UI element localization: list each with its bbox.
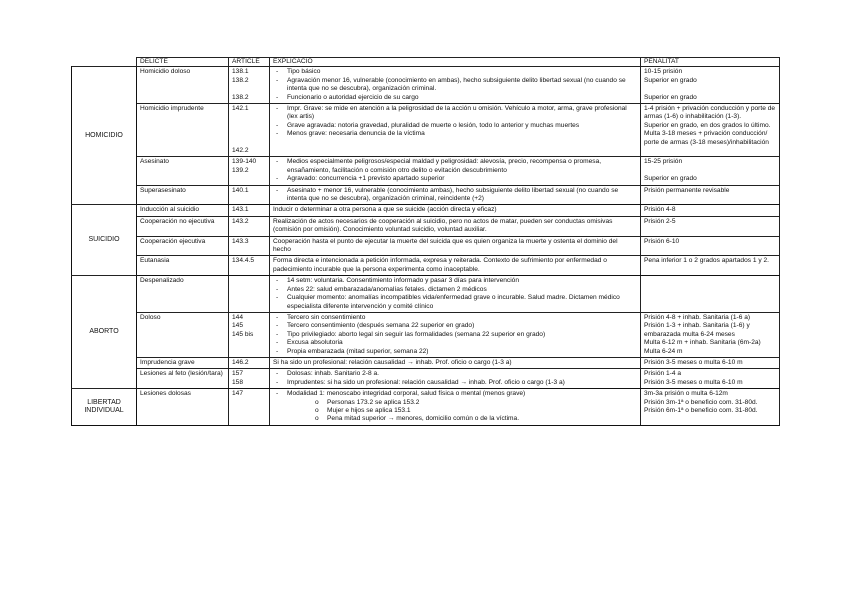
- row-cooperacion-no-ejecutiva: [72, 216, 780, 236]
- header-delicte: DELICTE: [137, 58, 229, 67]
- explicacio-cell: [270, 67, 641, 104]
- delicte-cell: Doloso: [137, 312, 229, 357]
- article-cell: 143.3: [229, 236, 270, 256]
- penalitat-cell: Prisión 6-10: [641, 236, 780, 256]
- article-cell: 147: [229, 389, 270, 426]
- delicte-cell: Homicidio doloso: [137, 67, 229, 104]
- delicte-cell: Inducción al suicidio: [137, 205, 229, 216]
- explanation-item: - Tercero sin consentimiento: [287, 314, 637, 322]
- delicte-cell: Imprudencia grave: [137, 357, 229, 368]
- explicacio-cell: Si ha sido un profesional: relación causalidad → inhab. Prof. oficio o cargo (1-3 a): [270, 357, 641, 368]
- header-row: [72, 58, 780, 67]
- explanation-item: - Agravación menor 16, vulnerable (conocimiento en ambas), hecho subsiguiente delito libertad sexual (no cuando se intenta que no se descubra), organización criminal.: [287, 77, 637, 94]
- explicacio-cell: [270, 312, 641, 357]
- article-cell: 139-140 139.2: [229, 157, 270, 185]
- article-cell: 142.1 142.2: [229, 104, 270, 157]
- explanation-item: - Dolosas: inhab. Sanitario 2-8 a.: [287, 370, 637, 378]
- row-lesiones-dolosas: [72, 389, 780, 426]
- explicacio-cell: Cooperación hasta el punto de ejecutar la muerte del suicida que es quien organiza la muerte y ostenta el dominio del hecho: [270, 236, 641, 256]
- article-cell: [229, 276, 270, 313]
- sub-item: o Personas 173.2 se aplica 153.2: [327, 399, 637, 407]
- delicte-cell: Cooperación ejecutiva: [137, 236, 229, 256]
- category-aborto: ABORTO: [72, 276, 137, 389]
- row-superasesinato: [72, 185, 780, 205]
- penalitat-cell: Prisión 1-4 a Prisión 3-5 meses o multa 6-10 m: [641, 369, 780, 389]
- row-asesinato: [72, 157, 780, 185]
- penalitat-cell: Prisión 4-8 + inhab. Sanitaria (1-6 a) Prisión 1-3 + inhab. Sanitaria (1-6) y embarazada multa 6-24 meses Multa 6-12 m + inhab. Sanitaria (6m-2a) Multa 6-24 m: [641, 312, 780, 357]
- explanation-item: - Tercero consentimiento (después semana 22 superior en grado): [287, 322, 637, 330]
- explanation-item: - Antes 22: salud embarazada/anomalías fetales. dictamen 2 médicos: [287, 286, 637, 294]
- explanation-item: - Tipo básico: [287, 68, 637, 76]
- article-cell: 143.2: [229, 216, 270, 236]
- explicacio-cell: [270, 185, 641, 205]
- explicacio-cell: Realización de actos necesarios de cooperación al suicidio, pero no actos de matar, pueden ser conductas omisivas (comisión por omisión). Conocimiento voluntad suicidio, voluntad auxiliar.: [270, 216, 641, 236]
- row-eutanasia: [72, 256, 780, 276]
- sub-item: o Mujer e hijos se aplica 153.1: [327, 407, 637, 415]
- delicte-cell: Despenalizado: [137, 276, 229, 313]
- article-cell: 140.1: [229, 185, 270, 205]
- delicte-cell: Lesiones dolosas: [137, 389, 229, 426]
- article-cell: 134.4.5: [229, 256, 270, 276]
- row-imprudencia-grave: [72, 357, 780, 368]
- penalitat-cell: 10-15 prisión Superior en grado Superior en grado: [641, 67, 780, 104]
- explicacio-cell: Forma directa e intencionada a petición informada, expresa y reiterada. Contexto de sufrimiento por enfermedad o padecimiento incurable que la persona experimenta como inaceptable.: [270, 256, 641, 276]
- explanation-item: - Tipo privilegiado: aborto legal sin seguir las formalidades (semana 22 superior en grado): [287, 331, 637, 339]
- explanation-item: - Modalidad 1: menoscabo integridad corporal, salud física o mental (menos grave) o Personas 173.2 se aplica 153.2 o Mujer e hijos se aplica 153.1 o Pena mitad superior → menores, domicilio común o de la víctima.: [287, 390, 637, 424]
- delicte-cell: Superasesinato: [137, 185, 229, 205]
- header-penalitat: PENALITAT: [641, 58, 780, 67]
- row-aborto-despenalizado: [72, 276, 780, 313]
- explanation-item: - 14 setm: voluntaria. Consentimiento informado y pasar 3 días para intervención: [287, 277, 637, 285]
- penalitat-cell: [641, 276, 780, 313]
- explanation-item: - Impr. Grave: se mide en atención a la peligrosidad de la acción u omisión. Vehículo a motor, arma, grave profesional (lex artis): [287, 105, 637, 122]
- explanation-item: - Imprudentes: si ha sido un profesional: relación causalidad → inhab. Prof. oficio o cargo (1-3 a): [287, 379, 637, 387]
- header-article: ARTICLE: [229, 58, 270, 67]
- explicacio-cell: [270, 104, 641, 157]
- delicte-cell: Eutanasia: [137, 256, 229, 276]
- explanation-item: - Medios especialmente peligrosos/especial maldad y peligrosidad: alevosía, precio, recompensa o promesa, ensañamiento, facilitación o comisión otro delito o evitación descubrimiento: [287, 158, 637, 175]
- row-homicidio-doloso: [72, 67, 780, 104]
- article-cell: 144 145 145 bis: [229, 312, 270, 357]
- delicte-cell: Lesiones al feto (lesión/tara): [137, 369, 229, 389]
- penalitat-cell: Prisión 2-5: [641, 216, 780, 236]
- explanation-item: - Propia embarazada (mitad superior, semana 22): [287, 348, 637, 356]
- penalitat-cell: Pena inferior 1 o 2 grados apartados 1 y 2.: [641, 256, 780, 276]
- row-homicidio-imprudente: [72, 104, 780, 157]
- criminal-law-summary-table: [71, 57, 780, 426]
- penalitat-cell: 3m-3a prisión o multa 6-12m Prisión 3m-1ª o beneficio com. 31-80d. Prisión 6m-1ª o beneficio com. 31-80d.: [641, 389, 780, 426]
- sub-item: o Pena mitad superior → menores, domicilio común o de la víctima.: [327, 415, 637, 423]
- article-cell: 138.1 138.2 138.2: [229, 67, 270, 104]
- delicte-cell: Cooperación no ejecutiva: [137, 216, 229, 236]
- explanation-item: - Agravado: concurrencia +1 previsto apartado superior: [287, 175, 637, 183]
- explicacio-cell: [270, 389, 641, 426]
- row-induccion-suicidio: [72, 205, 780, 216]
- row-lesiones-feto: [72, 369, 780, 389]
- explicacio-cell: [270, 369, 641, 389]
- row-aborto-doloso: [72, 312, 780, 357]
- explanation-item: - Grave agravada: notoria gravedad, pluralidad de muerte o lesión, todo lo anterior y muchas muertes: [287, 122, 637, 130]
- explicacio-cell: Inducir o determinar a otra persona a que se suicide (acción directa y eficaz): [270, 205, 641, 216]
- category-suicidio: SUICIDIO: [72, 205, 137, 276]
- header-explicacio: EXPLICACIÓ: [270, 58, 641, 67]
- explicacio-cell: [270, 157, 641, 185]
- explicacio-cell: [270, 276, 641, 313]
- row-cooperacion-ejecutiva: [72, 236, 780, 256]
- penalitat-cell: Prisión 4-8: [641, 205, 780, 216]
- explanation-item: - Asesinato + menor 16, vulnerable (conocimiento ambas), hecho subsiguiente delito libertad sexual (no cuando se intenta que no se descubra), organización criminal, reincidente (+2): [287, 187, 637, 204]
- explanation-item: - Funcionario o autoridad ejercicio de su cargo: [287, 94, 637, 102]
- penalitat-cell: Prisión 3-5 meses o multa 6-10 m: [641, 357, 780, 368]
- article-cell: 146.2: [229, 357, 270, 368]
- penalitat-cell: Prisión permanente revisable: [641, 185, 780, 205]
- article-cell: 143.1: [229, 205, 270, 216]
- category-homicidio: HOMICIDIO: [72, 67, 137, 205]
- explanation-item: - Menos grave: necesaria denuncia de la víctima: [287, 130, 637, 138]
- explanation-item: - Cualquier momento: anomalías incompatibles vida/enfermedad grave o incurable. Salud madre. Dictamen médico especialista diferente intervención y comité clínico: [287, 294, 637, 311]
- penalitat-cell: 15-25 prisión Superior en grado: [641, 157, 780, 185]
- article-cell: 157 158: [229, 369, 270, 389]
- delicte-cell: Homicidio imprudente: [137, 104, 229, 157]
- penalitat-cell: 1-4 prisión + privación conducción y porte de armas (1-6) o inhabilitación (1-3). Superior en grado, en dos grados lo último. Multa 3-18 meses + privación conducción/ porte de armas (3-18 meses)/inhabilitación: [641, 104, 780, 157]
- delicte-cell: Asesinato: [137, 157, 229, 185]
- explanation-item: - Excusa absolutoria: [287, 339, 637, 347]
- category-libertad-individual: LIBERTAD INDIVIDUAL: [72, 389, 137, 426]
